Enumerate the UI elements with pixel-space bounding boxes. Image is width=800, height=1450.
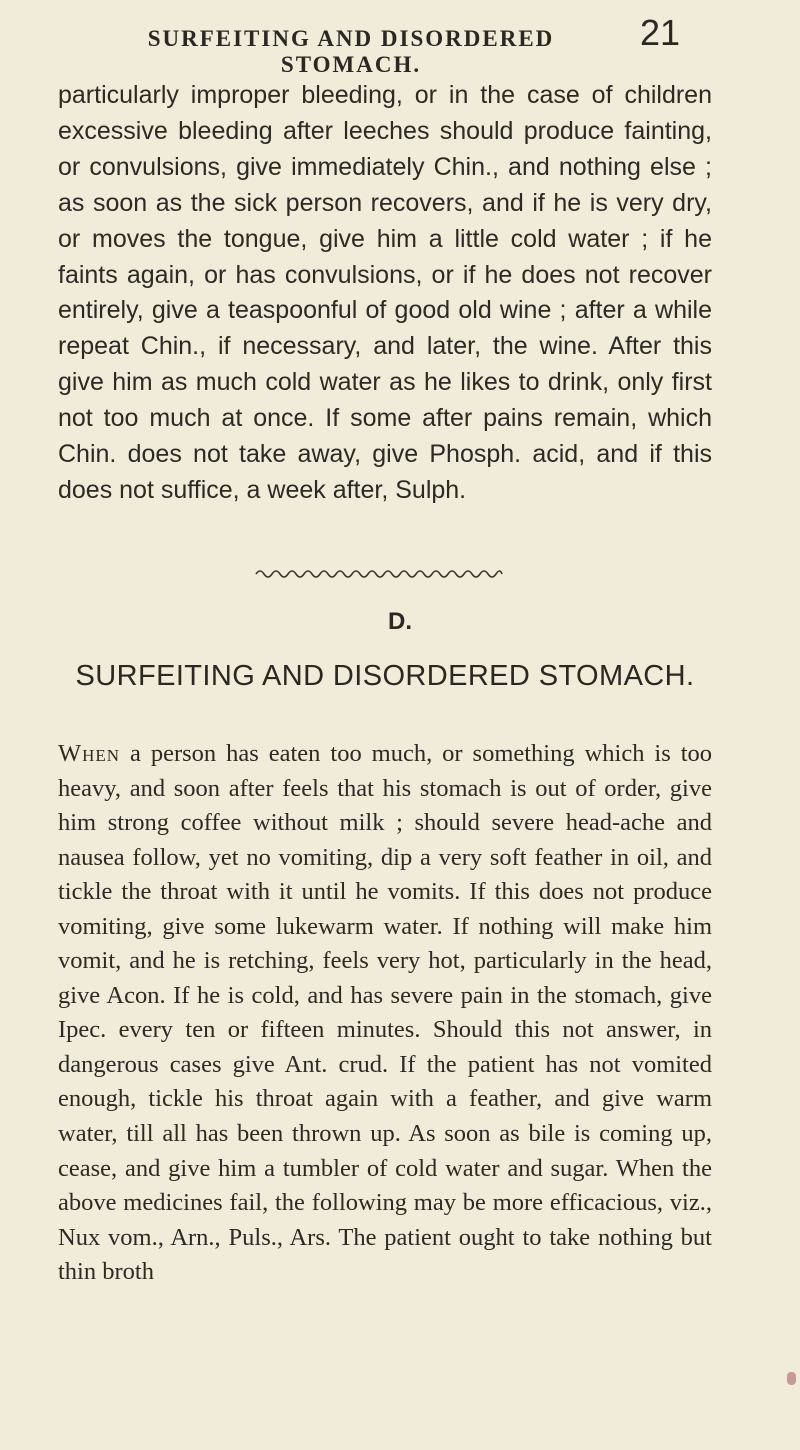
continued-paragraph: particularly improper bleeding, or in the case of children excessive bleeding after leeches should produce fainting, or convulsions, give immediately Chin., and nothing else ; as soon as the sick person recovers, and if he is very dry, or moves the tongue, give him a little cold water ; if he faints again, or has convulsions, or if he does not recover entirely, give a teaspoonful of good old wine ; after a while repeat Chin., if necessary, and later, the wine. After this give him as much cold water as he likes to drink, only first not too much at once. If some after pains remain, which Chin. does not take away, give Phosph. acid, and if this does not suffice, a week after, Sulph.	[58, 81, 712, 504]
section-body: a person has eaten too much, or something which is too heavy, and soon after feels that his stomach is out of order, give him strong coffee without milk ; should severe head-ache and nausea follow, yet no vomiting, dip a very soft feather in oil, and tickle the throat with it until he vomits. If this does not produce vomiting, give some lukewarm water. If nothing will make him vomit, and he is retching, feels very hot, particularly in the head, give Acon. If he is cold, and has severe pain in the stomach, give Ipec. every ten or fifteen minutes. Should this not answer, in dangerous cases give Ant. crud. If the patient has not vomited enough, tickle his throat again with a feather, and give warm water, till all has been thrown up. As soon as bile is coming up, cease, and give him a tumbler of cold water and sugar. When the above medicines fail, the following may be more efficacious, viz., Nux vom., Arn., Puls., Ars. The patient ought to take nothing but thin broth	[58, 740, 713, 1286]
section-title: SURFEITING AND DISORDERED STOMACH.	[75, 660, 695, 692]
running-head: SURFEITING AND DISORDERED STOMACH.	[147, 26, 555, 77]
wavy-rule-ornament	[254, 565, 504, 581]
page-number: 21	[640, 12, 681, 53]
section-letter: D.	[388, 608, 412, 635]
page-edge-mark	[787, 1372, 796, 1385]
section-paragraph	[58, 737, 712, 1290]
lead-word: When	[58, 740, 121, 767]
